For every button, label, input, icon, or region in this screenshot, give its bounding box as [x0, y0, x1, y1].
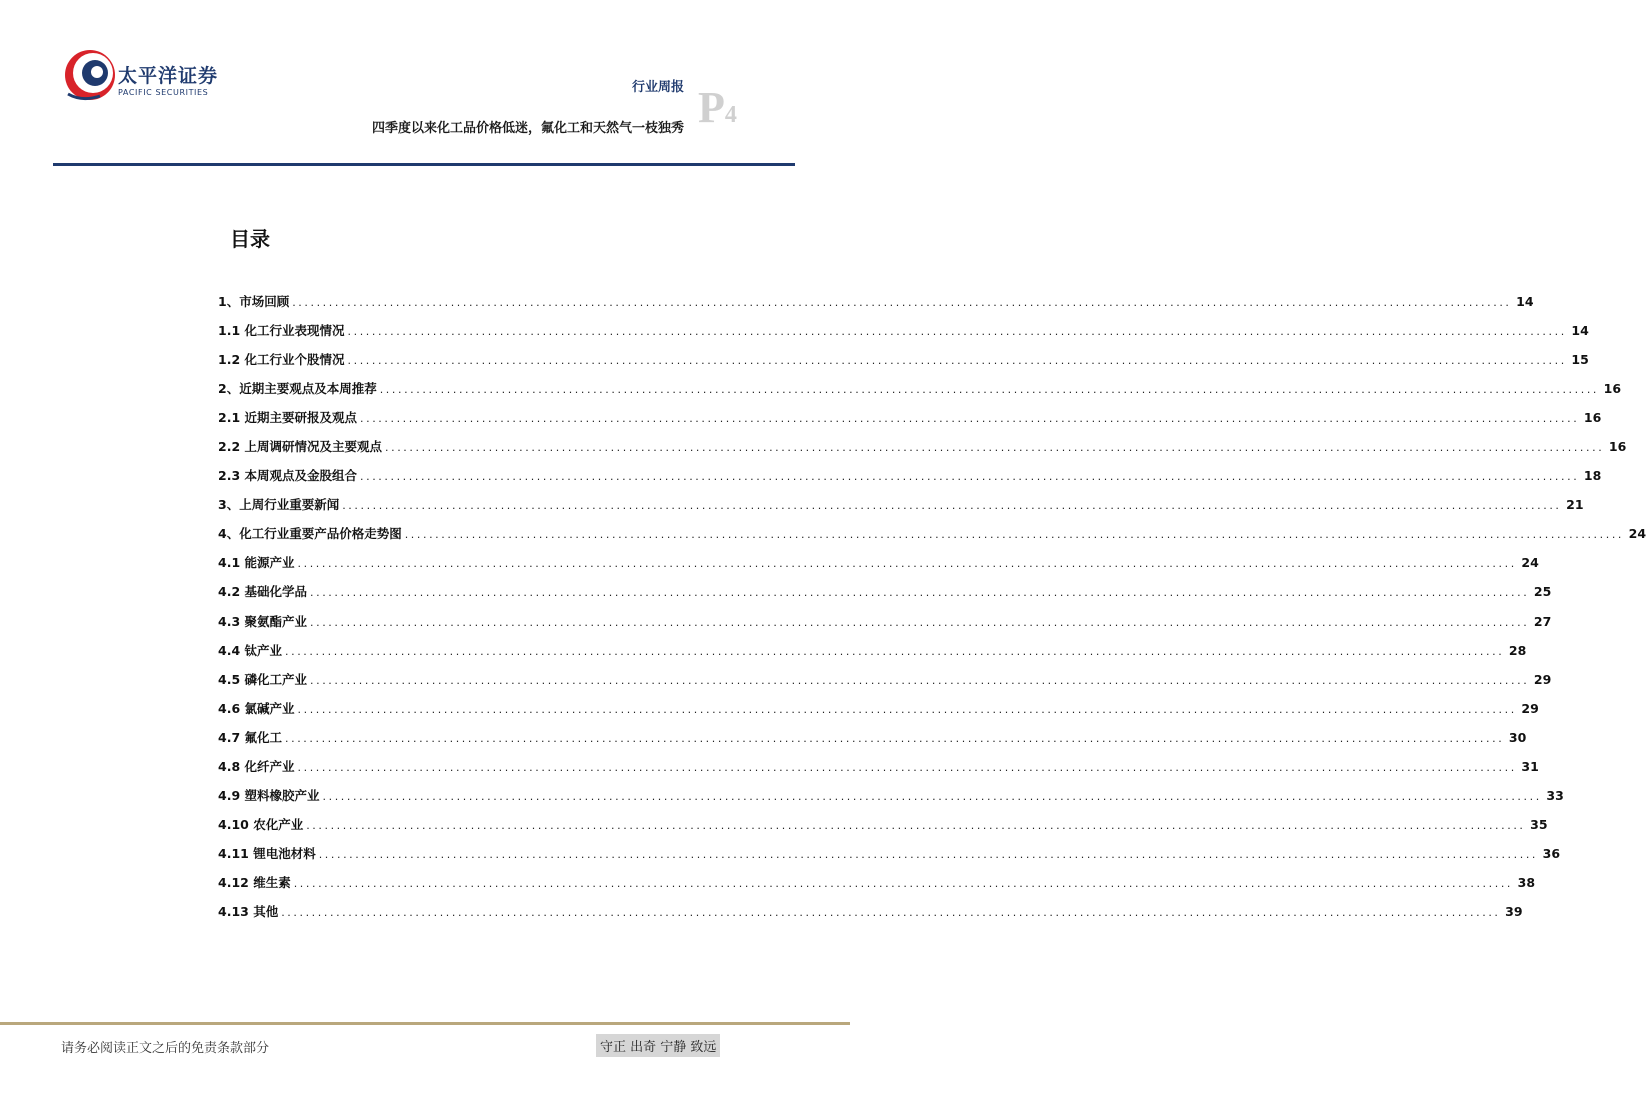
toc-leader-dots: ........................................................................................................................................................................................................	[310, 586, 1530, 600]
toc-entry-title: 2.2 上周调研情况及主要观点	[218, 439, 382, 455]
toc-leader-dots: ........................................................................................................................................................................................................	[322, 789, 1542, 803]
toc-entry-title: 4.9 塑料橡胶产业	[218, 787, 320, 803]
toc-entry[interactable]	[218, 699, 1539, 728]
toc-entry-title: 4.5 磷化工产业	[218, 671, 307, 687]
toc-leader-dots: ........................................................................................................................................................................................................	[310, 615, 1530, 629]
toc-entry-page: 24	[1628, 526, 1646, 542]
toc-entry[interactable]	[218, 612, 1552, 641]
toc-heading: 目录	[230, 227, 270, 251]
toc-entry-page: 36	[1542, 845, 1561, 861]
toc-entry-page: 15	[1571, 352, 1589, 368]
toc-entry[interactable]	[218, 815, 1548, 844]
toc-entry[interactable]	[218, 524, 1646, 553]
toc-entry-title: 4.1 能源产业	[218, 555, 295, 571]
toc-entry-title: 4.7 氟化工	[218, 729, 282, 745]
toc-entry[interactable]	[218, 902, 1523, 931]
table-of-contents	[218, 292, 1646, 931]
toc-leader-dots: ........................................................................................................................................................................................................	[360, 470, 1580, 484]
toc-leader-dots: ........................................................................................................................................................................................................	[347, 325, 1567, 339]
toc-entry-page: 30	[1508, 729, 1527, 745]
toc-entry-page: 35	[1530, 816, 1548, 832]
toc-leader-dots: ........................................................................................................................................................................................................	[297, 557, 1517, 571]
toc-entry-title: 4.2 基础化学品	[218, 584, 307, 600]
toc-entry[interactable]	[218, 321, 1589, 350]
toc-entry-page: 16	[1608, 439, 1627, 455]
toc-leader-dots: ........................................................................................................................................................................................................	[292, 296, 1512, 309]
toc-leader-dots: ........................................................................................................................................................................................................	[310, 673, 1530, 687]
toc-entry[interactable]	[218, 786, 1564, 815]
header-divider	[53, 163, 795, 166]
toc-leader-dots: ........................................................................................................................................................................................................	[318, 847, 1539, 861]
report-type: 行业周报	[631, 80, 684, 95]
toc-leader-dots: ........................................................................................................................................................................................................	[285, 644, 1505, 658]
toc-entry-title: 2.3 本周观点及金股组合	[218, 468, 357, 484]
toc-entry-page: 14	[1516, 294, 1534, 309]
pacific-securities-logo-icon	[60, 44, 116, 104]
toc-entry-page: 16	[1583, 410, 1602, 426]
toc-entry-page: 14	[1571, 323, 1589, 339]
toc-leader-dots: ........................................................................................................................................................................................................	[379, 383, 1600, 397]
toc-entry-title: 4、化工行业重要产品价格走势图	[218, 526, 402, 542]
toc-entry[interactable]	[218, 728, 1527, 757]
toc-entry-page: 21	[1566, 497, 1584, 513]
toc-leader-dots: ........................................................................................................................................................................................................	[342, 499, 1562, 513]
page-number	[698, 82, 737, 133]
footer-divider	[0, 1022, 850, 1025]
toc-leader-dots: ........................................................................................................................................................................................................	[385, 441, 1605, 455]
toc-leader-dots: ........................................................................................................................................................................................................	[281, 905, 1501, 919]
toc-entry-title: 4.11 锂电池材料	[218, 845, 316, 861]
toc-entry-title: 1.1 化工行业表现情况	[218, 323, 345, 339]
toc-entry[interactable]	[218, 466, 1602, 495]
report-subtitle: 四季度以来化工品价格低迷，氟化工和天然气一枝独秀	[371, 121, 684, 136]
toc-entry-page: 29	[1533, 671, 1552, 687]
toc-leader-dots: ........................................................................................................................................................................................................	[293, 876, 1514, 890]
brand-name-en: PACIFIC SECURITIES	[118, 88, 209, 97]
toc-entry[interactable]	[218, 757, 1539, 786]
toc-entry-title: 4.8 化纤产业	[218, 758, 295, 774]
toc-entry[interactable]	[218, 553, 1539, 582]
toc-entry-title: 4.12 维生素	[218, 874, 291, 890]
toc-entry-page: 31	[1521, 758, 1539, 774]
toc-leader-dots: ........................................................................................................................................................................................................	[297, 760, 1517, 774]
toc-entry[interactable]	[218, 350, 1589, 379]
toc-leader-dots: ........................................................................................................................................................................................................	[285, 731, 1505, 745]
toc-entry-page: 28	[1508, 642, 1527, 658]
disclaimer-note: 请务必阅读正文之后的免责条款部分	[61, 1041, 270, 1056]
toc-entry-title: 1.2 化工行业个股情况	[218, 352, 345, 368]
toc-entry[interactable]	[218, 873, 1536, 902]
toc-entry-page: 18	[1583, 468, 1602, 484]
toc-entry[interactable]	[218, 379, 1622, 408]
company-motto: 守正 出奇 宁静 致远	[596, 1034, 720, 1057]
toc-entry-page: 29	[1521, 700, 1539, 716]
toc-entry[interactable]	[218, 292, 1534, 321]
toc-entry-page: 24	[1521, 555, 1539, 571]
toc-entry-title: 4.13 其他	[218, 903, 279, 919]
toc-entry[interactable]	[218, 641, 1527, 670]
brand-name-cn: 太平洋证券	[118, 65, 219, 87]
toc-entry-page: 33	[1546, 787, 1564, 803]
toc-entry-page: 27	[1533, 613, 1552, 629]
toc-leader-dots: ........................................................................................................................................................................................................	[347, 354, 1567, 368]
page-letter: P	[698, 83, 725, 132]
toc-entry-title: 4.6 氯碱产业	[218, 700, 295, 716]
toc-leader-dots: ........................................................................................................................................................................................................	[297, 702, 1517, 716]
toc-entry-title: 4.3 聚氨酯产业	[218, 613, 307, 629]
toc-entry-title: 1、市场回顾	[218, 294, 290, 309]
toc-entry-title: 3、上周行业重要新闻	[218, 497, 340, 513]
toc-entry-title: 2.1 近期主要研报及观点	[218, 410, 357, 426]
page-number-value: 4	[724, 102, 737, 128]
toc-leader-dots: ........................................................................................................................................................................................................	[306, 818, 1526, 832]
toc-entry-page: 16	[1603, 381, 1622, 397]
toc-entry-page: 25	[1533, 584, 1552, 600]
toc-entry[interactable]	[218, 495, 1584, 524]
toc-entry-page: 39	[1505, 903, 1523, 919]
toc-entry-title: 4.10 农化产业	[218, 816, 304, 832]
toc-entry[interactable]	[218, 670, 1552, 699]
toc-entry[interactable]	[218, 582, 1552, 611]
toc-entry-title: 4.4 钛产业	[218, 642, 282, 658]
toc-entry-page: 38	[1517, 874, 1536, 890]
toc-entry-title: 2、近期主要观点及本周推荐	[218, 381, 377, 397]
toc-entry[interactable]	[218, 437, 1627, 466]
toc-leader-dots: ........................................................................................................................................................................................................	[360, 412, 1580, 426]
toc-leader-dots: ........................................................................................................................................................................................................	[404, 528, 1625, 542]
toc-entry[interactable]	[218, 408, 1602, 437]
toc-entry[interactable]	[218, 844, 1561, 873]
